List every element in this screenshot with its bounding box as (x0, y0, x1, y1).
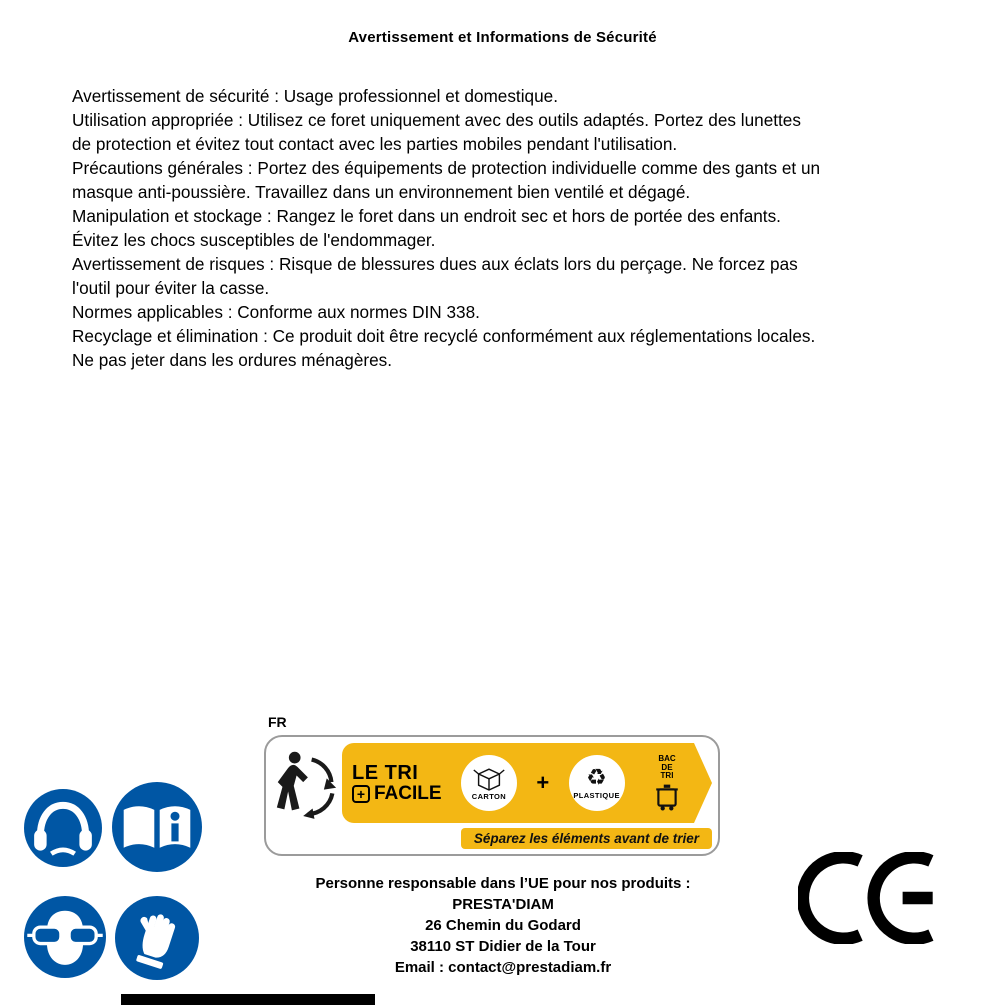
body-line: de protection et évitez tout contact avec les parties mobiles pendant l'utilisation. (72, 134, 678, 154)
ce-marking-icon (798, 852, 940, 944)
sorting-tagline: Séparez les éléments avant de trier (461, 828, 712, 849)
protective-gloves-icon (115, 896, 199, 980)
bin-caption: BAC DE TRI (658, 754, 676, 781)
sorting-bin-block (644, 755, 690, 811)
body-line: Précautions générales : Portez des équipements de protection individuelle comme des gants et un (72, 158, 821, 178)
carton-box-icon (473, 765, 505, 791)
body-line: l'outil pour éviter la casse. (72, 278, 270, 298)
recycling-label-main-row (272, 742, 712, 824)
country-code-label: FR (268, 714, 287, 730)
waste-bin-icon (655, 783, 679, 811)
body-line: Utilisation appropriée : Utilisez ce foret uniquement avec des outils adaptés. Portez des lunettes (72, 110, 801, 130)
body-line: Avertissement de sécurité : Usage professionnel et domestique. (72, 86, 558, 106)
recycling-yellow-band (342, 743, 694, 823)
page-title: Avertissement et Informations de Sécurité (348, 29, 657, 46)
le-tri-facile-headline: LE TRI + FACILE (352, 761, 442, 804)
eye-protection-icon (24, 896, 106, 978)
address-line: 26 Chemin du Godard (425, 917, 581, 934)
triman-icon (274, 749, 338, 819)
recycling-triangle-icon: ♻ (586, 765, 607, 791)
plus-separator: + (536, 770, 550, 795)
body-line: Normes applicables : Conforme aux normes DIN 338. (72, 302, 480, 322)
body-line: Évitez les chocs susceptibles de l'endommager. (72, 230, 436, 250)
email-line: Email : contact@prestadiam.fr (394, 959, 612, 976)
read-manual-icon (112, 782, 202, 872)
body-line: Ne pas jeter dans les ordures ménagères. (72, 350, 393, 370)
material-carton: CARTON (461, 755, 517, 811)
body-line: Manipulation et stockage : Rangez le foret dans un endroit sec et hors de portée des enfants. (72, 206, 781, 226)
bottom-black-bar (121, 994, 375, 1005)
responsible-line: Personne responsable dans l’UE pour nos produits : (315, 875, 691, 892)
recycling-sorting-label (264, 735, 720, 856)
ear-protection-icon (24, 789, 102, 867)
label-arrow-tip (694, 743, 712, 823)
company-name: PRESTA'DIAM (452, 896, 554, 913)
address-line: 38110 ST Didier de la Tour (410, 938, 596, 955)
material-plastique: ♻ PLASTIQUE (569, 755, 625, 811)
body-line: Avertissement de risques : Risque de blessures dues aux éclats lors du perçage. Ne forcez pas (72, 254, 798, 274)
body-line: masque anti-poussière. Travaillez dans un environnement bien ventilé et dégagé. (72, 182, 691, 202)
plus-box-icon: + (352, 785, 370, 803)
responsible-person-block (203, 873, 803, 978)
body-line: Recyclage et élimination : Ce produit doit être recyclé conformément aux réglementations locales. (72, 326, 816, 346)
safety-text-block (72, 84, 977, 372)
